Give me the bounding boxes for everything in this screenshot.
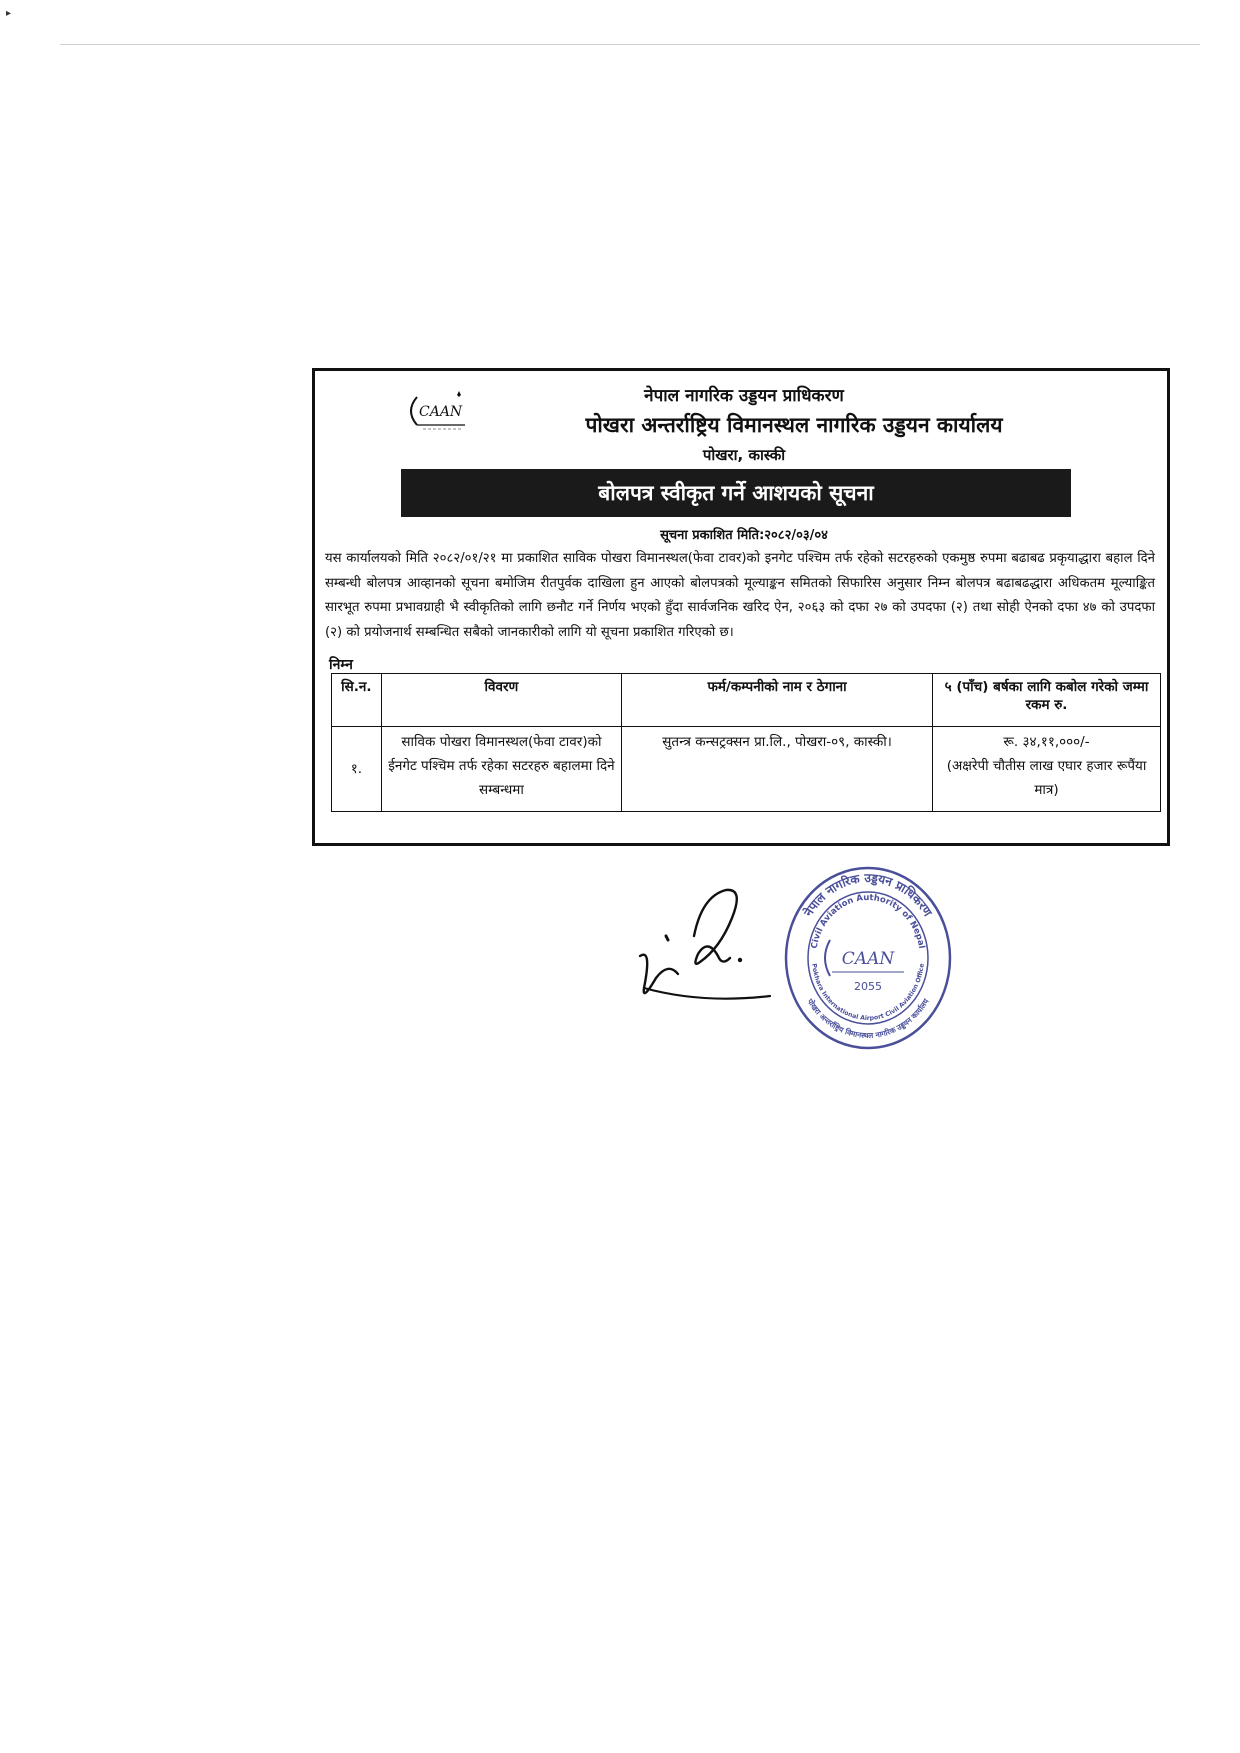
seal-outer-text-bottom: पोखरा अन्तर्राष्ट्रिय विमानस्थल नागरिक उड्डयन कार्यालय (805, 997, 931, 1041)
list-label: निम्न (329, 657, 353, 673)
table-header-row (332, 674, 1161, 727)
header-sn: सि.न. (332, 674, 382, 727)
award-table (331, 673, 1161, 812)
cell-firm: सुतन्त्र कन्सट्रक्सन प्रा.लि., पोखरा-०९, कास्की। (622, 727, 933, 812)
header-amount: ५ (पाँच) बर्षका लागि कबोल गरेको जम्मा रकम रु. (933, 674, 1161, 727)
svg-text:Civil Aviation Authority of Ne (810, 893, 927, 950)
cell-sn: १. (332, 727, 382, 812)
office-seal (782, 862, 954, 1052)
amount-figures: रू. ३४,११,०००/- (1003, 734, 1090, 750)
seal-inner-text-top: Civil Aviation Authority of Nepal (809, 892, 927, 950)
office-name: पोखरा अन्तर्राष्ट्रिय विमानस्थल नागरिक उड्डयन कार्यालय (585, 413, 1003, 437)
header-description: विवरण (381, 674, 621, 727)
notice-box (312, 368, 1170, 846)
scan-edge-line (60, 44, 1200, 45)
header-firm: फर्म/कम्पनीको नाम र ठेगाना (622, 674, 933, 727)
seal-inner-text-bottom: Pokhara International Airport Civil Aviation Office (810, 963, 926, 1023)
table-row (332, 727, 1161, 812)
seal-year: 2055 (854, 980, 882, 993)
seal-logo-text: CAAN (841, 949, 895, 969)
seal-outer-text-top: नेपाल नागरिक उड्डयन प्राधिकरण (801, 870, 935, 919)
office-location: पोखरा, कास्की (702, 446, 786, 464)
organization-name: नेपाल नागरिक उड्डयन प्राधिकरण (644, 386, 844, 406)
notice-title: बोलपत्र स्वीकृत गर्ने आशयको सूचना (401, 469, 1071, 517)
scan-corner-mark: ▸ (6, 8, 12, 19)
published-date: सूचना प्रकाशित मिति:२०८२/०३/०४ (660, 528, 828, 543)
signature (622, 878, 772, 1018)
cell-amount (933, 727, 1161, 812)
notice-body: यस कार्यालयको मिति २०८२/०१/२१ मा प्रकाशित साविक पोखरा विमानस्थल(फेवा टावर)को इनगेट पश्चिम तर्फ रहेको सटरहरुको एकमुष्ठ रुपमा बढाबढ प्रकृयाद्धारा बहाल दिने सम्बन्धी बोलपत्र आव्हानको सूचना बमोजिम रीतपुर्वक दाखिला हुन आएको बोलपत्रको मूल्याङ्कन समितको सिफारिस अनुसार निम्न बोलपत्र बढाबढद्धारा अधिकतम मूल्याङ्कित सारभूत रुपमा प्रभावग्राही भै स्वीकृतिको लागि छनौट गर्ने निर्णय भएको हुँदा सार्वजनिक खरिद ऐन, २०६३ को दफा २७ को उपदफा (२) तथा सोही ऐनको दफा ४७ को उपदफा (२) को प्रयोजनार्थ सम्बन्धित सबैको जानकारीको लागि यो सूचना प्रकाशित गरिएको छ। (325, 551, 1155, 640)
logo-text: CAAN (419, 404, 463, 420)
cell-description: साविक पोखरा विमानस्थल(फेवा टावर)को ईनगेट पश्चिम तर्फ रहेका सटरहरु बहालमा दिने सम्बन्धमा (381, 727, 621, 812)
amount-words: (अक्षरेपी चौतीस लाख एघार हजार रूपैंया मात्र) (946, 758, 1147, 798)
